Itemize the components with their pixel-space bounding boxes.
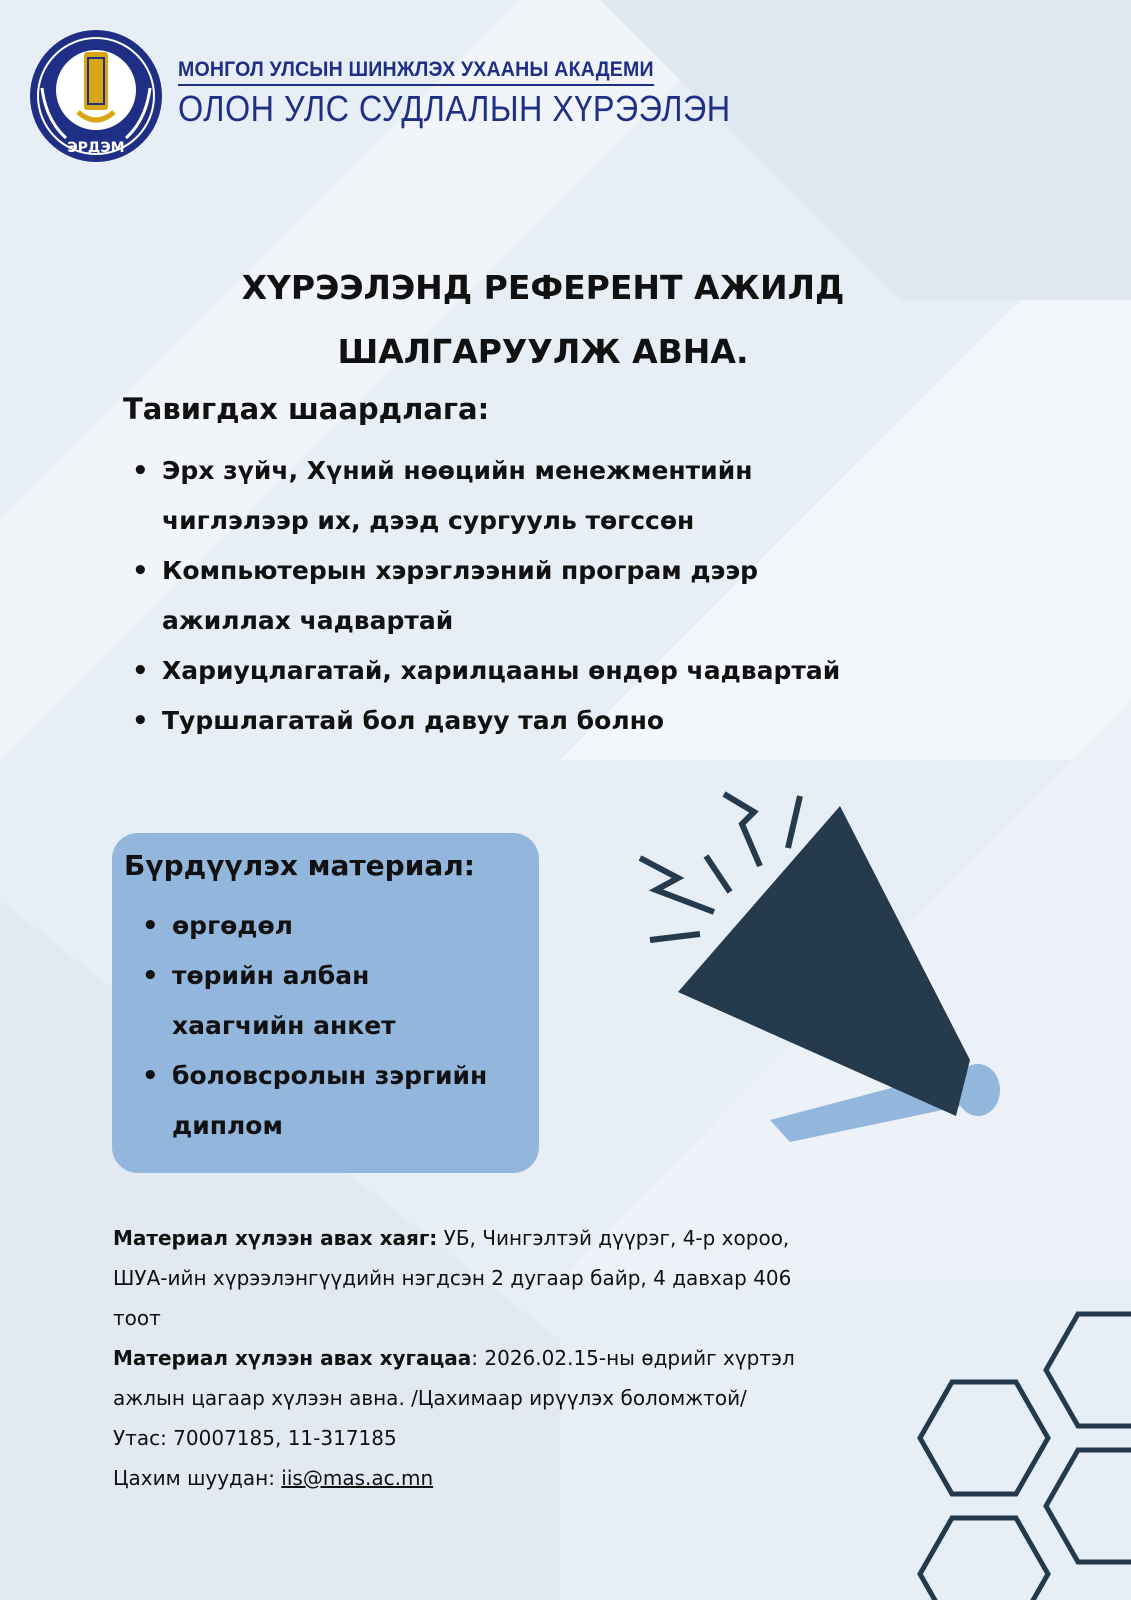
email-label: Цахим шуудан:	[113, 1466, 282, 1490]
academy-seal-logo	[28, 28, 164, 164]
deadline-value: : 2026.02.15-ны өдрийг хүртэл ажлын цагаар хүлээн авна. /Цахимаар ирүүлэх боломжтой/	[113, 1346, 795, 1410]
requirements-heading: Тавигдах шаардлага:	[123, 392, 490, 426]
list-item: • өргөдөл	[140, 901, 530, 951]
materials-list	[140, 901, 530, 1151]
address-value: УБ, Чингэлтэй дүүрэг, 4-р хороо, ШУА-ийн хүрээлэнгүүдийн нэгдсэн 2 дугаар байр, 4 давхар 406 тоот	[113, 1226, 792, 1330]
list-item: • Компьютерын хэрэглээний програм дээр ажиллах чадвартай	[130, 546, 862, 646]
list-item: • Эрх зүйч, Хүний нөөцийн менежментийн чиглэлээр их, дээд сургууль төгссөн	[130, 446, 782, 546]
address-label: Материал хүлээн авах хаяг:	[113, 1226, 438, 1250]
contact-info	[113, 1218, 833, 1498]
org-name-line1: МОНГОЛ УЛСЫН ШИНЖЛЭХ УХААНЫ АКАДЕМИ	[178, 58, 654, 86]
list-item: • төрийн албан хаагчийн анкет	[140, 951, 492, 1051]
requirements-list	[130, 446, 930, 746]
email-link[interactable]: iis@mas.ac.mn	[281, 1466, 434, 1490]
list-item: • боловсролын зэргийн диплом	[140, 1051, 492, 1151]
phone-line: Утас: 70007185, 11-317185	[113, 1426, 397, 1450]
title-line1: ХҮРЭЭЛЭНД РЕФЕРЕНТ АЖИЛД	[241, 268, 845, 307]
list-item: • Туршлагатай бол давуу тал болно	[130, 696, 930, 746]
materials-heading: Бүрдүүлэх материал:	[124, 849, 475, 882]
address-block	[113, 1218, 833, 1338]
organization-name	[178, 58, 792, 130]
org-name-line2: ОЛОН УЛС СУДЛАЛЫН ХҮРЭЭЛЭН	[178, 88, 731, 129]
megaphone-icon	[630, 770, 1030, 1170]
deadline-block	[113, 1338, 833, 1418]
page-title	[0, 256, 1086, 384]
list-item: • Хариуцлагатай, харилцааны өндөр чадвартай	[130, 646, 930, 696]
title-line2: ШАЛГАРУУЛЖ АВНА.	[337, 332, 749, 371]
email-line	[113, 1458, 833, 1498]
seal-text: ЭРДЭМ	[67, 140, 125, 156]
materials-box	[112, 833, 539, 1173]
hexagon-decoration	[900, 1280, 1131, 1600]
deadline-label: Материал хүлээн авах хугацаа	[113, 1346, 472, 1370]
